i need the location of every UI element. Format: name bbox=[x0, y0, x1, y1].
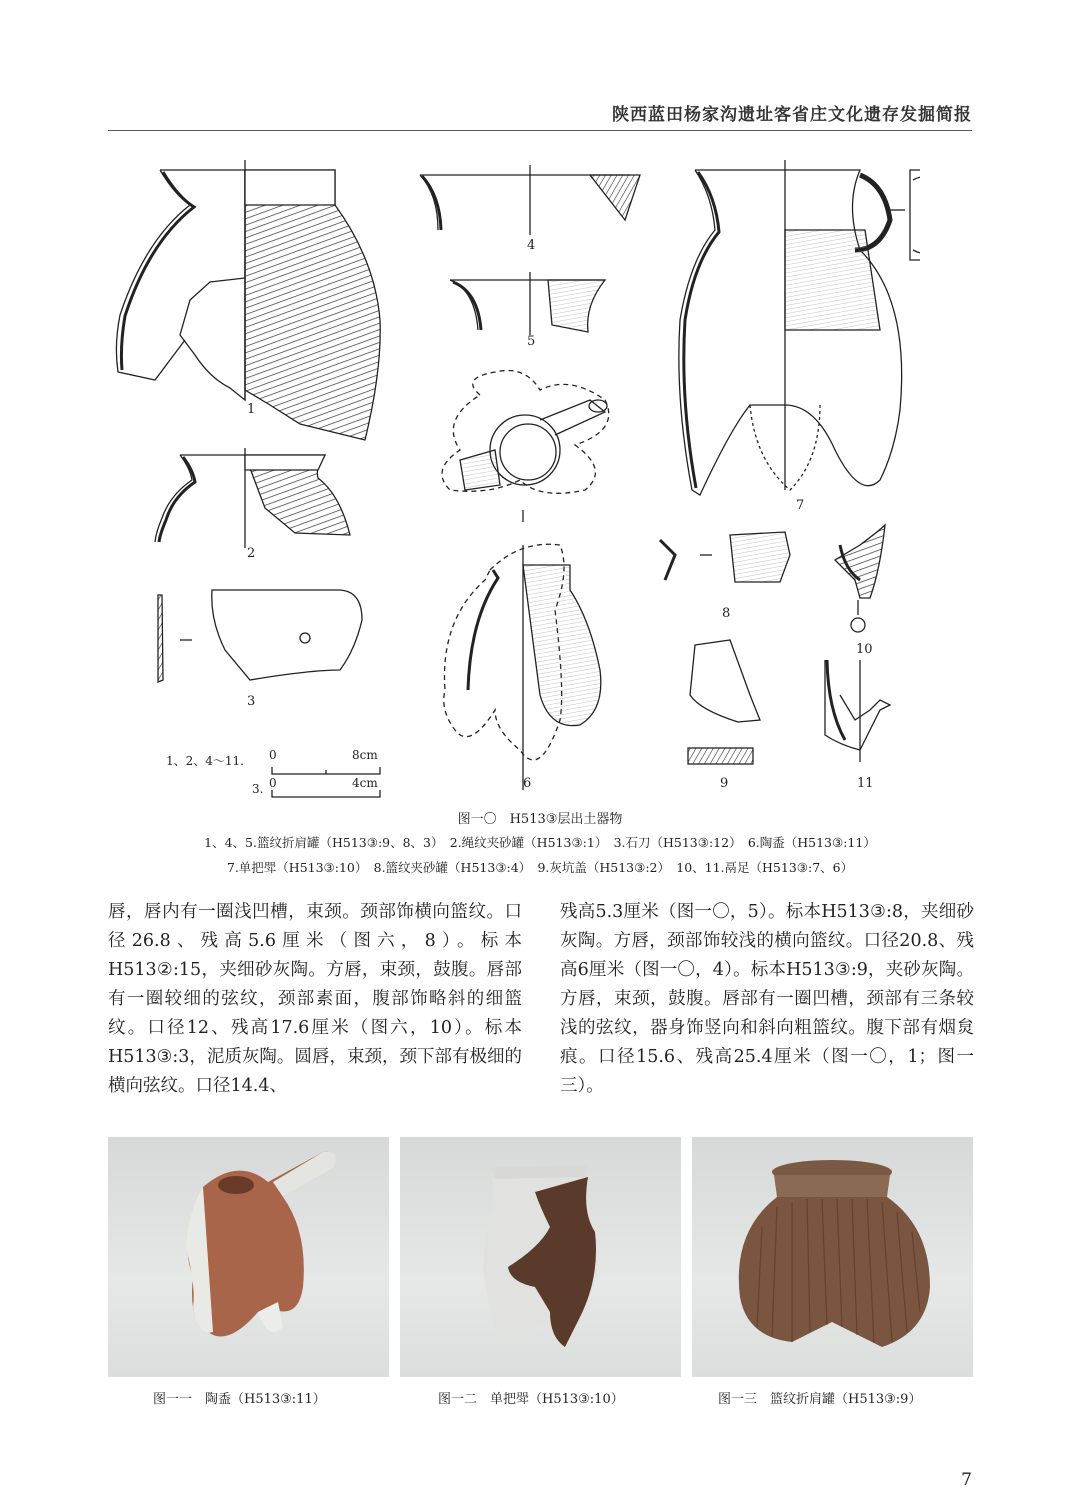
body-text-left: 唇，唇内有一圈浅凹槽，束颈。颈部饰横向篮纹。口径26.8、残高5.6厘米（图六，8）。标本H513②:15，夹细砂灰陶。方唇，束颈，鼓腹。唇部有一圈较细的弦纹，颈部素面，腹部饰略斜的细篮纹。口径12、残高17.6厘米（图六，10）。标本H513③:3，泥质灰陶。圆唇，束颈，颈下部有极细的横向弦纹。口径14.4、 bbox=[108, 902, 522, 1096]
figure-number-6: 6 bbox=[523, 776, 532, 791]
drawing-9-cover bbox=[688, 640, 760, 764]
figure-number-5: 5 bbox=[527, 334, 536, 349]
drawing-5-jar bbox=[450, 272, 605, 335]
scale-label-1: 1、2、4～11. bbox=[166, 754, 244, 768]
drawing-10-li-foot bbox=[835, 525, 885, 632]
drawing-6-he-vessel bbox=[442, 370, 609, 790]
photo-caption-2: 图一二 单把斝（H513③:10） bbox=[438, 1392, 624, 1407]
figure-caption-line-2: 7.单把斝（H513③:10） 8.篮纹夹砂罐（H513③:4） 9.灰坑盖（H513③:2） 10、11.鬲足（H513③:7、6） bbox=[226, 860, 854, 875]
drawing-3-stone-knife bbox=[158, 590, 362, 682]
figure-number-9: 9 bbox=[720, 776, 729, 791]
figure-number-7: 7 bbox=[796, 498, 805, 513]
scale-8cm: 8cm bbox=[352, 748, 378, 762]
drawing-2-jar bbox=[155, 448, 350, 548]
body-column-left bbox=[108, 898, 522, 1101]
photo-caption-3: 图一三 篮纹折肩罐（H513③:9） bbox=[718, 1392, 922, 1407]
figure-number-3: 3 bbox=[247, 694, 256, 709]
drawing-8-jar-fragment bbox=[660, 532, 790, 582]
figure-number-8: 8 bbox=[722, 606, 731, 621]
body-column-right bbox=[560, 898, 974, 1101]
drawing-4-jar bbox=[420, 165, 640, 235]
figure-number-10: 10 bbox=[856, 642, 873, 657]
body-text-right: 残高5.3厘米（图一〇，5）。标本H513③:8，夹细砂灰陶。方唇，颈部饰较浅的横向篮纹。口径20.8、残高6厘米（图一〇，4）。标本H513③:9，夹砂灰陶。方唇，束颈，鼓腹。唇部有一圈凹槽，颈部有三条较浅的弦纹，器身饰竖向和斜向粗篮纹。腹下部有烟炱痕。口径15.6、残高25.4厘米（图一〇，1；图一三）。 bbox=[560, 902, 974, 1096]
photo-caption-1: 图一一 陶盉（H513③:11） bbox=[153, 1392, 326, 1407]
drawing-1-jar bbox=[116, 160, 380, 440]
scale-label-2: 3. bbox=[252, 782, 264, 796]
drawing-11-li-foot bbox=[825, 660, 890, 762]
figure-number-2: 2 bbox=[247, 546, 256, 561]
photo-jar bbox=[692, 1137, 973, 1377]
page-number: 7 bbox=[961, 1470, 972, 1490]
running-header-title: 陕西蓝田杨家沟遗址客省庄文化遗存发掘简报 bbox=[612, 105, 972, 125]
figure-number-4: 4 bbox=[527, 238, 536, 253]
figure-caption-line-1: 1、4、5.篮纹折肩罐（H513③:9、8、3） 2.绳纹夹砂罐（H513③:1） 3.石刀（H513③:12） 6.陶盉（H513③:11） bbox=[204, 835, 876, 850]
scale-zero-1: 0 bbox=[269, 748, 277, 762]
figure-title: 图一〇 H513③层出土器物 bbox=[457, 812, 623, 827]
drawing-7-jia-vessel bbox=[679, 160, 920, 495]
scale-4cm: 4cm bbox=[352, 776, 378, 790]
figure-number-11: 11 bbox=[857, 776, 874, 791]
header-rule bbox=[108, 130, 972, 131]
photo-jia-vessel bbox=[400, 1137, 681, 1377]
figure-number-1: 1 bbox=[247, 402, 256, 417]
artifact-line-drawings bbox=[100, 150, 920, 800]
scale-zero-2: 0 bbox=[269, 776, 277, 790]
photo-he-vessel bbox=[108, 1137, 389, 1377]
